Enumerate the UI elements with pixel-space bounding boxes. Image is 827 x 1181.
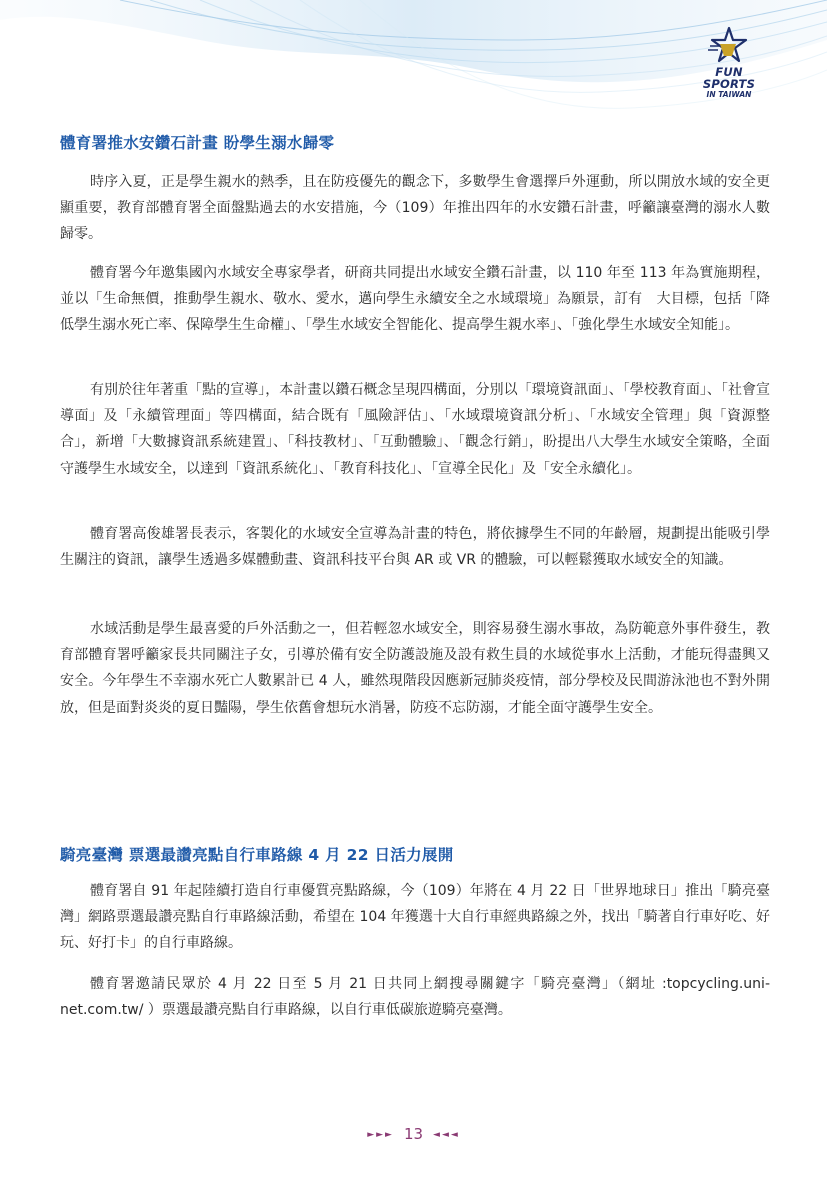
section1-paragraph: 體育署高俊雄署長表示，客製化的水域安全宣導為計畫的特色，將依據學生不同的年齡層，規劃提出能吸引學生關注的資訊，讓學生透過多媒體動畫、資訊科技平台與 AR 或 VR 的體驗，可以輕鬆獲取水域安全的知識。: [60, 526, 770, 569]
section1-paragraph: 時序入夏，正是學生親水的熱季，且在防疫優先的觀念下，多數學生會選擇戶外運動，所以開放水域的安全更顯重要，教育部體育署全面盤點過去的水安措施，今（109）年推出四年的水安鑽石計畫，呼籲讓臺灣的溺水人數歸零。: [60, 174, 770, 243]
page-footer: [0, 1125, 827, 1143]
section1-paragraph: 體育署今年邀集國內水域安全專家學者，研商共同提出水域安全鑽石計畫，以 110 年至 113 年為實施期程，並以「生命無價，推動學生親水、敬水、愛水，邁向學生永續安全之水域環境」為願景，訂有 大目標，包括「降低學生溺水死亡率、保障學生生命權」、「學生水域安全智能化、提高學生親水率」、「強化學生水域安全知能」。: [60, 265, 770, 334]
fun-sports-logo: [689, 26, 769, 99]
right-arrows-icon: ►►►: [367, 1130, 394, 1140]
left-arrows-icon: ◄◄◄: [433, 1130, 460, 1140]
section2-paragraph: 體育署邀請民眾於 4 月 22 日至 5 月 21 日共同上網搜尋關鍵字「騎亮臺灣」（網址 :topcycling.uni-net.com.tw/ ）票選最讚亮點自行車路線，以自行車低碳旅遊騎亮臺灣。: [60, 976, 770, 1019]
logo-text-secondary: IN TAIWAN: [706, 90, 752, 99]
section2-paragraph: 體育署自 91 年起陸續打造自行車優質亮點路線，今（109）年將在 4 月 22 日「世界地球日」推出「騎亮臺灣」網路票選最讚亮點自行車路線活動，希望在 104 年獲選十大自行車經典路線之外，找出「騎著自行車好吃、好玩、好打卡」的自行車路線。: [60, 883, 770, 952]
section2-title: 騎亮臺灣 票選最讚亮點自行車路線 4 月 22 日活力展開: [60, 846, 454, 864]
section1-paragraph: 有別於往年著重「點的宣導」，本計畫以鑽石概念呈現四構面，分別以「環境資訊面」、「學校教育面」、「社會宣導面」及「永續管理面」等四構面，結合既有「風險評估」、「水域環境資訊分析」、「水域安全管理」與「資源整合」，新增「大數據資訊系統建置」、「科技教材」、「互動體驗」、「觀念行銷」，盼提出八大學生水域安全策略，全面守護學生水域安全，以達到「資訊系統化」、「教育科技化」、「宣導全民化」及「安全永續化」。: [60, 382, 770, 477]
section1-title: 體育署推水安鑽石計畫 盼學生溺水歸零: [60, 134, 335, 152]
page-number: 13: [403, 1125, 424, 1143]
star-runner-icon: [706, 26, 752, 66]
logo-text-primary: FUN SPORTS: [702, 65, 756, 91]
section1-paragraph: 水域活動是學生最喜愛的戶外活動之一，但若輕忽水域安全，則容易發生溺水事故，為防範意外事件發生，教育部體育署呼籲家長共同關注子女，引導於備有安全防護設施及設有救生員的水域從事水上活動，才能玩得盡興又安全。今年學生不幸溺水死亡人數累計已 4 人，雖然現階段因應新冠肺炎疫情，部分學校及民間游泳池也不對外開放，但是面對炎炎的夏日豔陽，學生依舊會想玩水消暑，防疫不忘防溺，才能全面守護學生安全。: [60, 621, 770, 716]
